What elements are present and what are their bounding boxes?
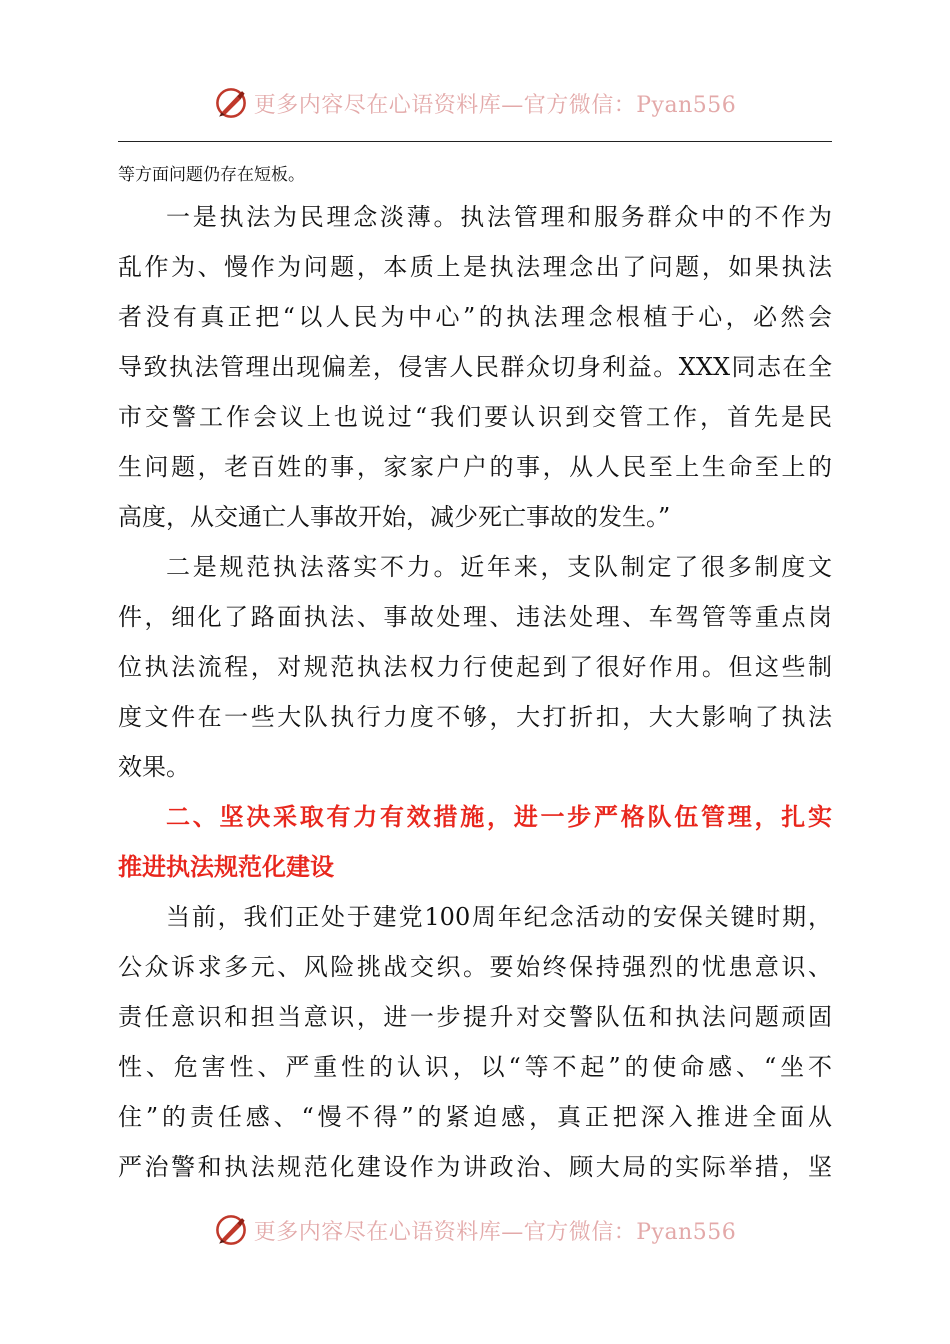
- text-line: 住”的责任感、“慢不得”的紧迫感，真正把深入推进全面从: [118, 1103, 832, 1131]
- footer-banner-text: 更多内容尽在心语资料库—官方微信：Pyan556: [253, 1219, 737, 1245]
- document-body: [118, 158, 832, 1192]
- text-line: 乱作为、慢作为问题，本质上是执法理念出了问题，如果执法: [118, 253, 832, 281]
- text-line: 当前，我们正处于建党100周年纪念活动的安保关键时期，: [166, 903, 832, 931]
- section-heading: 二、坚决采取有力有效措施，进一步严格队伍管理，扎实: [166, 803, 832, 831]
- text-line: 度文件在一些大队执行力度不够，大打折扣，大大影响了执法: [118, 703, 832, 731]
- text-line: 件，细化了路面执法、事故处理、违法处理、车驾管等重点岗: [118, 603, 832, 631]
- text-line: 位执法流程，对规范执法权力行使起到了很好作用。但这些制: [118, 653, 832, 681]
- section-heading: 推进执法规范化建设: [118, 853, 334, 881]
- text-line: 二是规范执法落实不力。近年来，支队制定了很多制度文: [166, 553, 832, 581]
- text-line: 公众诉求多元、风险挑战交织。要始终保持强烈的忧患意识、: [118, 953, 832, 981]
- text-line: 一是执法为民理念淡薄。执法管理和服务群众中的不作为: [166, 203, 832, 231]
- text-line: 性、危害性、严重性的认识，以“等不起”的使命感、“坐不: [118, 1053, 832, 1081]
- text-line: 等方面问题仍存在短板。: [118, 165, 305, 185]
- header-banner: [0, 78, 950, 128]
- text-line: 效果。: [118, 753, 190, 781]
- text-line: 高度，从交通亡人事故开始，减少死亡事故的发生。”: [118, 503, 671, 531]
- text-line: 导致执法管理出现偏差，侵害人民群众切身利益。XXX同志在全: [118, 353, 832, 381]
- text-line: 者没有真正把“以人民为中心”的执法理念根植于心，必然会: [118, 303, 832, 331]
- pen-logo-icon: [214, 1213, 248, 1247]
- text-line: 生问题，老百姓的事，家家户户的事，从人民至上生命至上的: [118, 453, 832, 481]
- footer-banner: [0, 1205, 950, 1255]
- text-line: 责任意识和担当意识，进一步提升对交警队伍和执法问题顽固: [118, 1003, 832, 1031]
- text-line: 市交警工作会议上也说过“我们要认识到交管工作，首先是民: [118, 403, 832, 431]
- header-divider: [118, 141, 832, 142]
- pen-logo-icon: [214, 86, 248, 120]
- text-line: 严治警和执法规范化建设作为讲政治、顾大局的实际举措，坚: [118, 1153, 832, 1181]
- header-banner-text: 更多内容尽在心语资料库—官方微信：Pyan556: [253, 92, 737, 118]
